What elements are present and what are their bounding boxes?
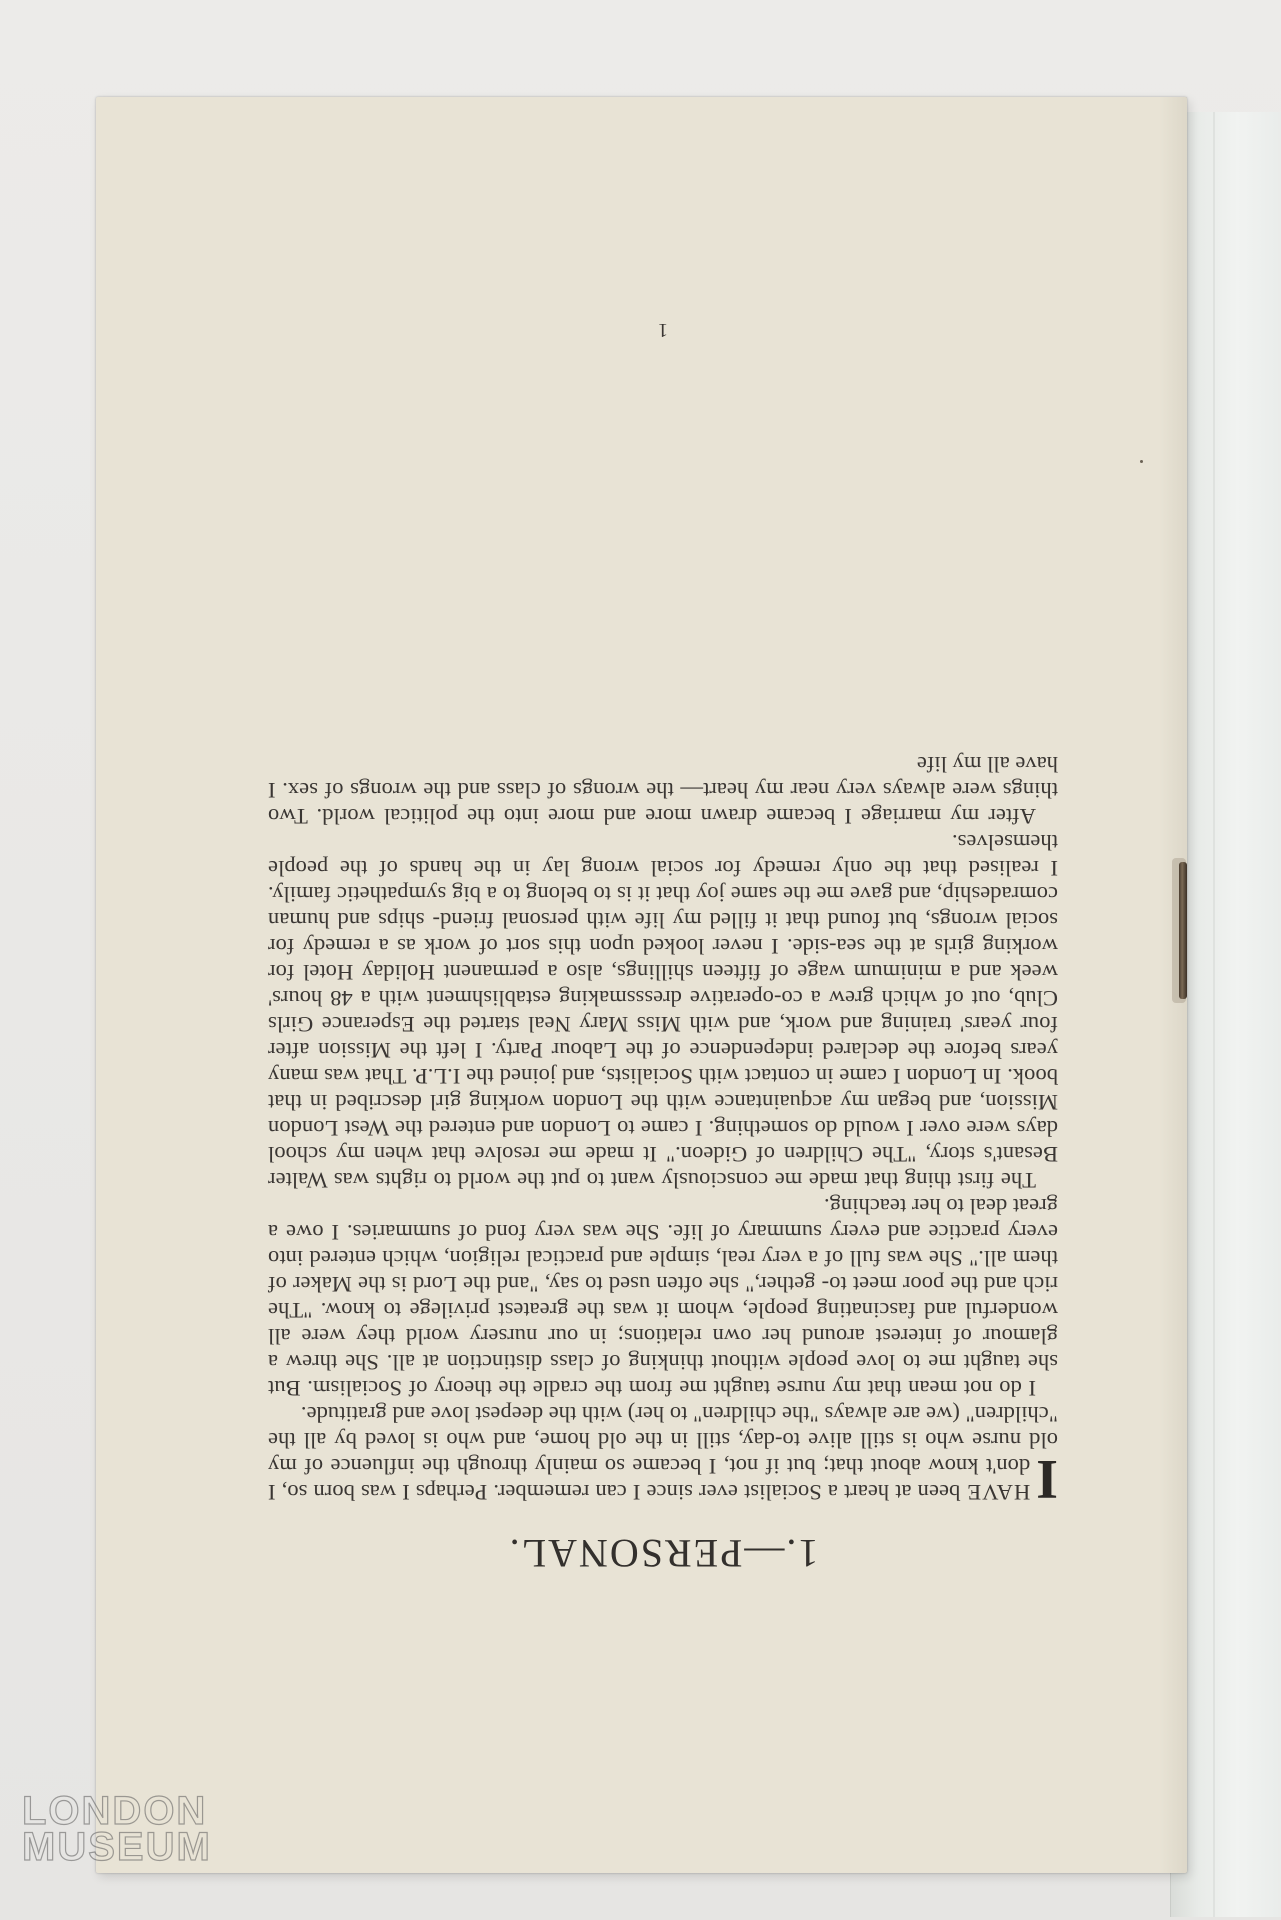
chapter-title: 1.—PERSONAL. (507, 1531, 819, 1576)
paragraph-1 (268, 1401, 1058, 1510)
staple (1179, 862, 1187, 999)
page-number: 1 (658, 319, 668, 341)
underlying-page-edge (1213, 112, 1215, 1917)
ink-speck (1140, 460, 1143, 463)
paragraph-4: After my marriage I became drawn more and more into the political world. Two things were always very near my heart— the wrongs of class and the wrongs of sex. I have all my life (268, 752, 1058, 829)
body-text (268, 751, 1058, 1510)
logo-line-2: MUSEUM (22, 1825, 212, 1869)
printed-text-block (268, 315, 1058, 1577)
opening-smallcaps: HAVE (966, 1480, 1031, 1505)
paragraph-1-text: been at heart a Socialist ever since I can remember. Perhaps I was born so, I don't know about that; but if not, I became so mainly through the influence of my old nurse who is still alive to-day, still in the old home, and who is loved by all the "children" (we are always "the children" to her) with the deepest love and gratitude. (268, 1402, 1058, 1505)
paragraph-2: I do not mean that my nurse taught me from the cradle the theory of Socialism. But she taught me to love people without thinking of class distinction at all. She threw a glamour of interest around her own relations; in our nursery world they were all wonderful and fascinating people, whom it was the greatest privilege to know. "The rich and the poor meet to- gether," she often used to say, "and the Lord is the Maker of them all." She was full of a very real, simple and practical religion, which entered into every practice and every summary of life. She was very fond of summaries. I owe a great deal to her teaching. (268, 1194, 1058, 1401)
drop-cap: I (1036, 1448, 1058, 1510)
paragraph-3: The first thing that made me consciously want to put the world to rights was Walter Besant's story, "The Children of Gideon." It made me resolve that when my school days were over I would do something. I came to London and entered the West London Mission, and began my acquaintance with the London working girl described in that book. In London I came in contact with Socialists, and joined the I.L.P. That was many years before the declared independence of the Labour Party. I left the Mission after four years' training and work, and with Miss Mary Neal started the Esperance Girls Club, out of which grew a co-operative dresssmaking establishment with a 48 hours' week and a minimum wage of fifteen shillings, also a permanent Holiday Hotel for working girls at the sea-side. I never looked upon this sort of work as a remedy for social wrongs, but found that it filled my life with personal friend- ships and human comradeship, and gave me the same joy that it is to belong to a big sympathetic family. I realised that the only remedy for social wrong lay in the hands of the people themselves. (268, 830, 1058, 1193)
logo-line-1: LONDON (22, 1789, 208, 1833)
london-museum-logo (22, 1789, 222, 1869)
